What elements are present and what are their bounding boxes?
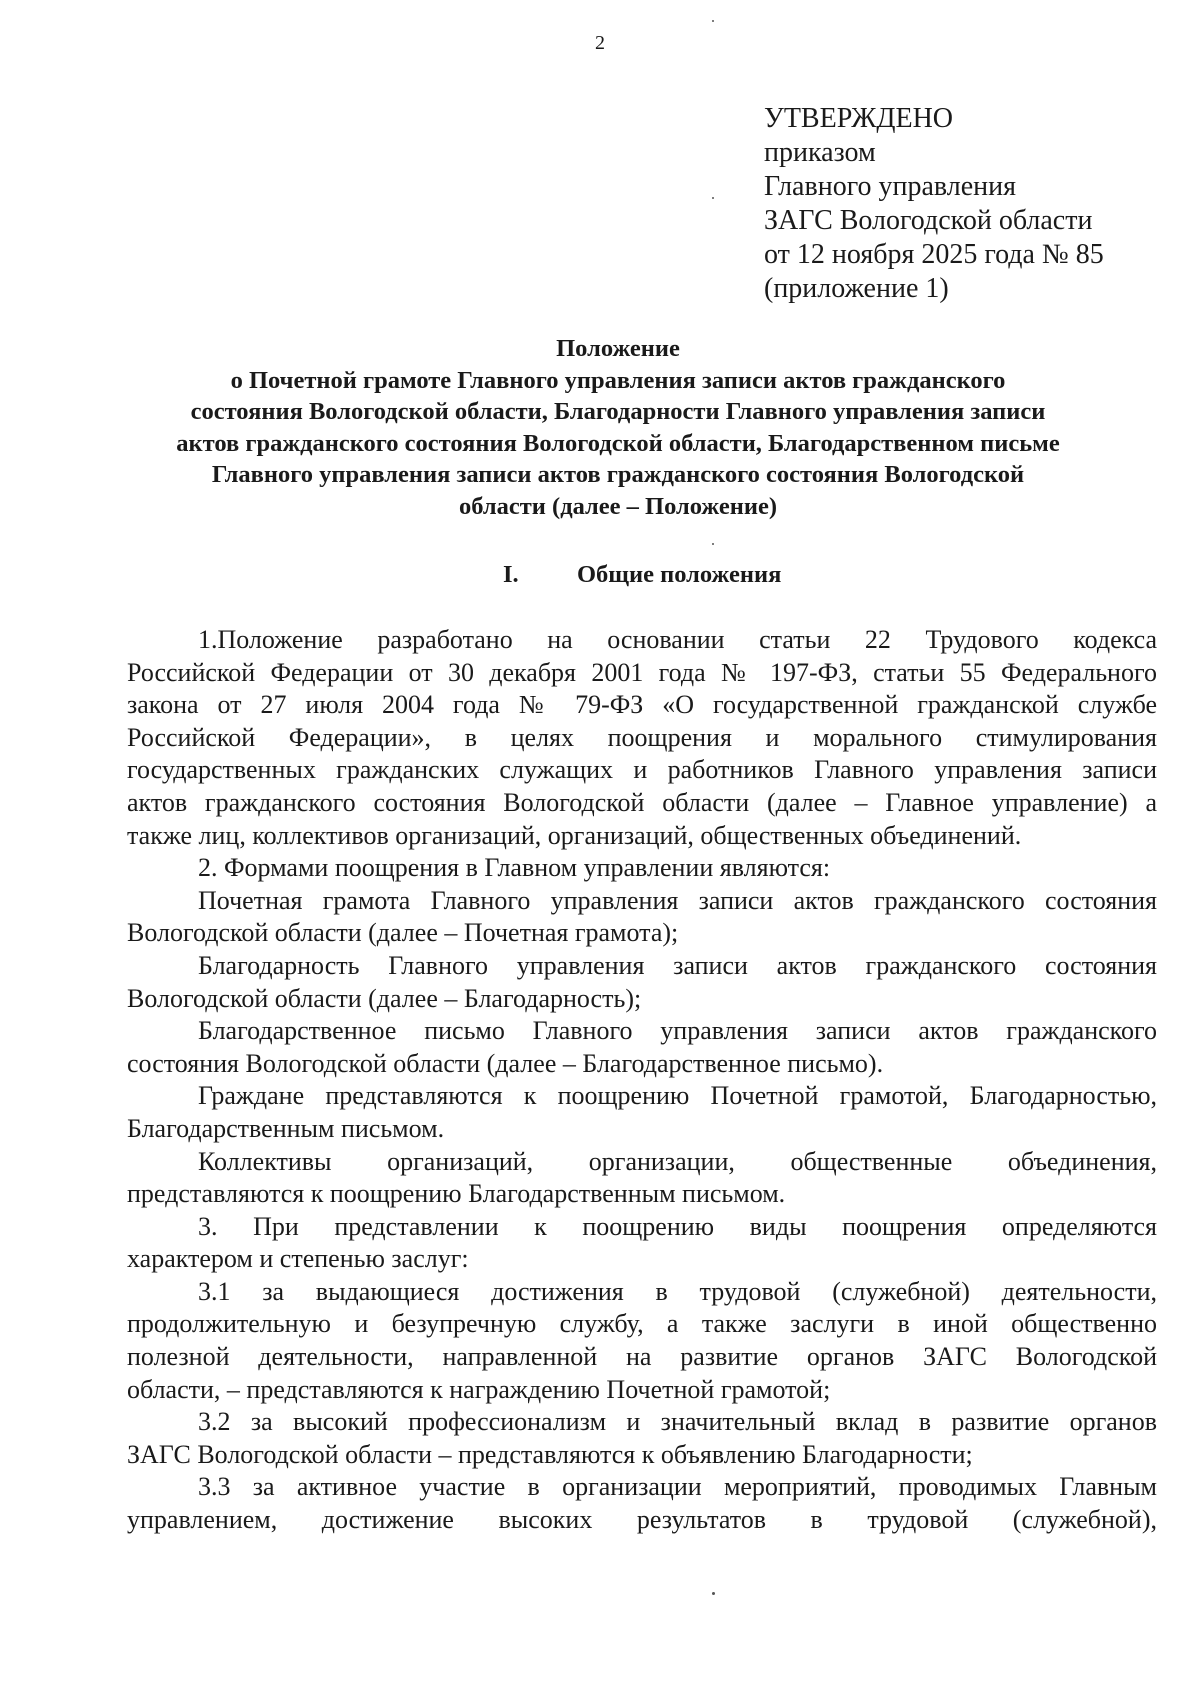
title-line: состояния Вологодской области, Благодарности Главного управления записи [190, 398, 1046, 425]
approval-line: Главного управления [764, 171, 1016, 202]
paragraph-line: 3. При представлении к поощрению виды поощрения определяются [198, 1211, 1157, 1241]
title-line: Положение [556, 335, 680, 362]
paragraph-line: состояния Вологодской области (далее – Благодарственное письмо). [127, 1048, 884, 1078]
title-line: актов гражданского состояния Вологодской области, Благодарственном письме [176, 429, 1060, 457]
title-line: Главного управления записи актов гражданского состояния Вологодской [211, 461, 1025, 488]
paragraph-line: Граждане представляются к поощрению Почетной грамотой, Благодарностью, [198, 1081, 1157, 1111]
scan-speck [712, 543, 714, 545]
paragraph-line: области, – представляются к награждению Почетной грамотой; [127, 1374, 831, 1404]
scan-speck [712, 197, 714, 199]
title-line: о Почетной грамоте Главного управления записи актов гражданского [230, 366, 1006, 394]
section-title: Общие положения [577, 561, 782, 588]
document-title [120, 333, 1116, 522]
paragraph-line: 3.2 за высокий профессионализм и значительный вклад в развитие органов [198, 1407, 1157, 1437]
approval-line: УТВЕРЖДЕНО [764, 103, 954, 134]
paragraph-line: 1.Положение разработано на основании статьи 22 Трудового кодекса [198, 625, 1157, 654]
paragraph-line: ЗАГС Вологодской области – представляются к объявлению Благодарности; [127, 1439, 973, 1469]
paragraph-line: полезной деятельности, направленной на развитие органов ЗАГС Вологодской [127, 1342, 1157, 1372]
paragraph-line: Благодарственным письмом. [127, 1113, 445, 1143]
paragraph-line: государственных гражданских служащих и работников Главного управления записи [127, 755, 1157, 785]
scan-speck [712, 20, 714, 22]
paragraph-line: продолжительную и безупречную службу, а также заслуги в иной общественно [127, 1309, 1157, 1339]
page-number: 2 [595, 32, 605, 54]
approval-line: ЗАГС Вологодской области [764, 205, 1093, 236]
paragraph-line: Благодарность Главного управления записи актов гражданского состояния [198, 950, 1157, 980]
paragraph-line: Вологодской области (далее – Благодарность); [127, 983, 642, 1013]
document-body [127, 624, 1157, 1537]
approval-line: (приложение 1) [764, 273, 949, 304]
paragraph-line: закона от 27 июля 2004 года № 79-ФЗ «О государственной гражданской службе [127, 690, 1157, 720]
paragraph-line: Российской Федерации от 30 декабря 2001 года № 197-ФЗ, статьи 55 Федерального [127, 657, 1157, 687]
section-number: I. [503, 561, 519, 588]
paragraph-line: управлением, достижение высоких результатов в трудовой (служебной), [127, 1505, 1157, 1535]
paragraph-line: Российской Федерации», в целях поощрения и морального стимулирования [127, 722, 1157, 752]
approval-line: приказом [764, 137, 876, 168]
scan-speck [712, 1592, 715, 1595]
paragraph-line: Благодарственное письмо Главного управления записи актов гражданского [198, 1016, 1157, 1046]
paragraph-line: 3.1 за выдающиеся достижения в трудовой (служебной) деятельности, [198, 1276, 1157, 1306]
paragraph-line: актов гражданского состояния Вологодской области (далее – Главное управление) а [127, 787, 1157, 817]
paragraph-line: представляются к поощрению Благодарственным письмом. [127, 1179, 786, 1209]
paragraph-line: Коллективы организаций, организации, общественные объединения, [198, 1146, 1157, 1176]
approval-line: от 12 ноября 2025 года № 85 [764, 239, 1104, 270]
paragraph-line: Почетная грамота Главного управления записи актов гражданского состояния [198, 885, 1157, 915]
paragraph-line: характером и степенью заслуг: [127, 1244, 469, 1274]
paragraph-line: 2. Формами поощрения в Главном управлении являются: [198, 853, 831, 883]
paragraph-line: 3.3 за активное участие в организации мероприятий, проводимых Главным [198, 1472, 1157, 1502]
title-line: области (далее – Положение) [459, 492, 777, 520]
approval-stamp [764, 102, 1104, 306]
paragraph-line: Вологодской области (далее – Почетная грамота); [127, 918, 679, 948]
paragraph-line: также лиц, коллективов организаций, организаций, общественных объединений. [127, 820, 1022, 850]
